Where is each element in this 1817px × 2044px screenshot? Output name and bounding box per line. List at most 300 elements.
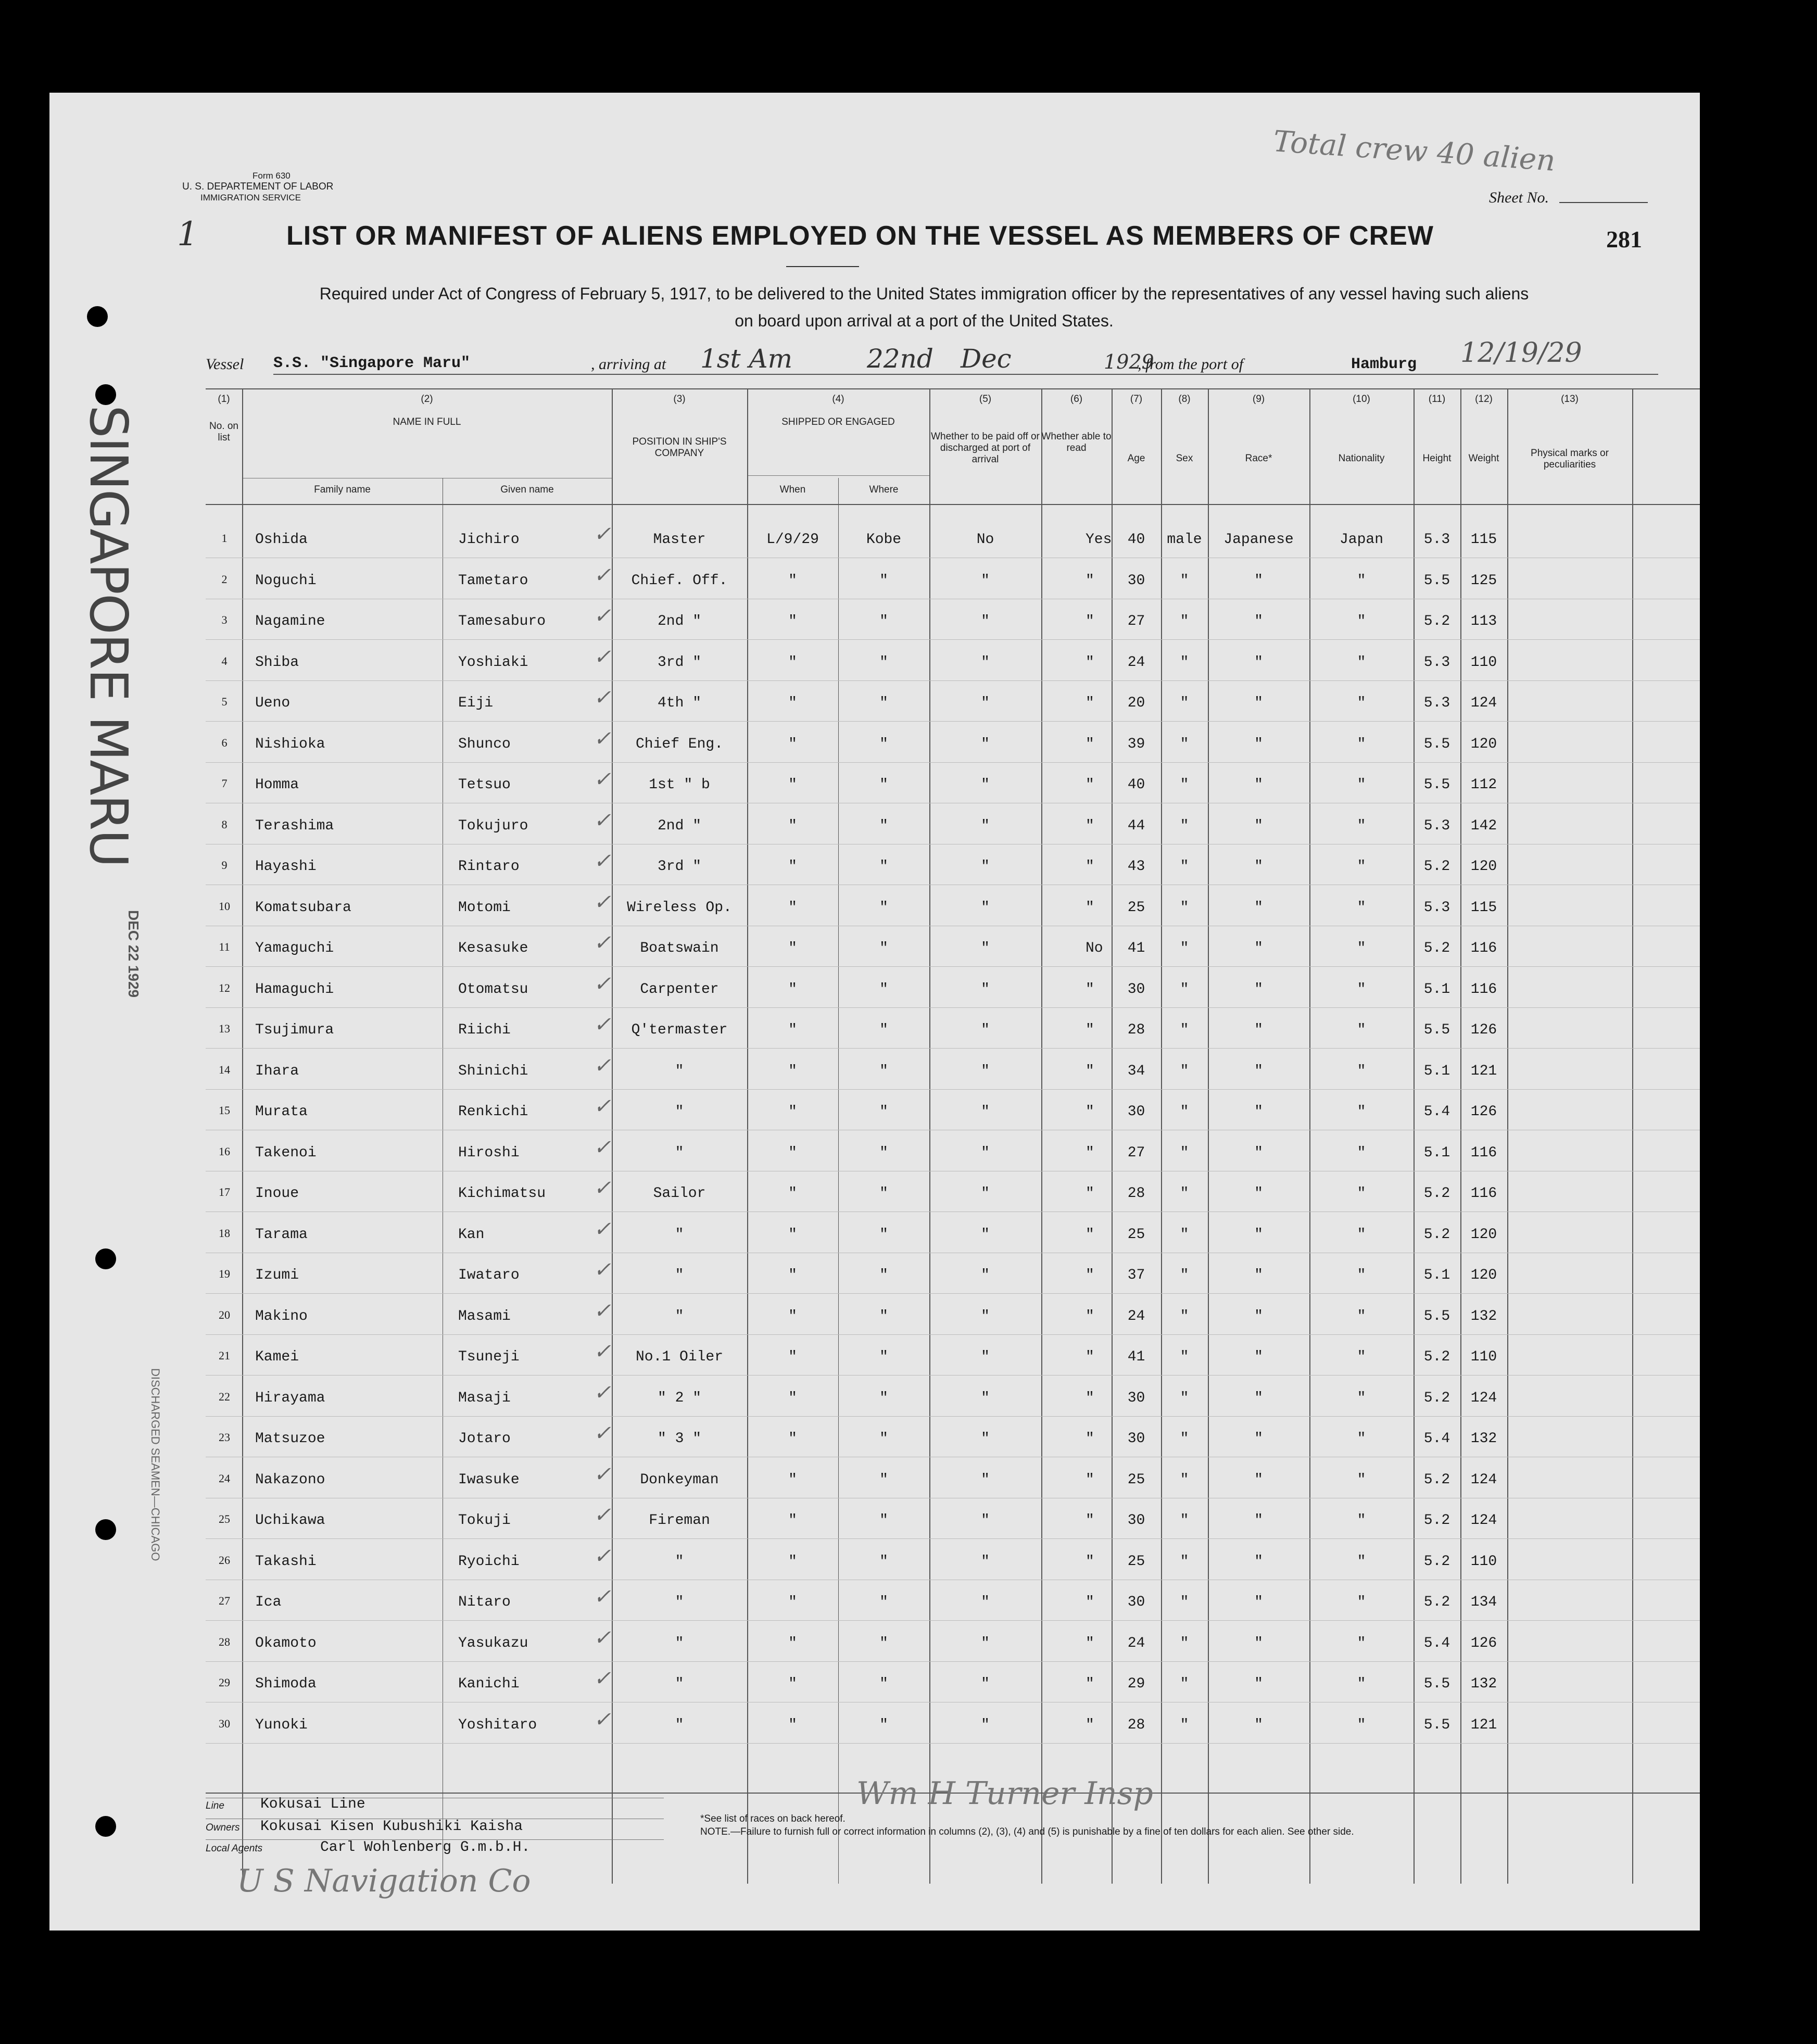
cell-family-name: Nagamine [255,613,325,629]
cell-row-number: 21 [219,1349,230,1362]
cell-position: Boatswain [640,940,719,956]
col-divider [1507,388,1508,1884]
cell-shipped-where: " [879,940,888,956]
col-divider [838,478,839,1884]
cell-age: 20 [1127,695,1145,711]
cell-position: " [675,1104,684,1120]
subtitle [154,280,1695,334]
cell-shipped-when: " [788,1431,797,1447]
row-rule [206,762,1700,763]
sheet-mark: 1 [177,215,198,254]
cell-shipped-where: " [879,1635,888,1651]
cell-age: 30 [1127,1104,1145,1120]
col-divider [1414,388,1415,1884]
cell-weight: 124 [1470,1512,1497,1529]
cell-weight: 110 [1470,1349,1497,1365]
cell-paid-off: " [981,899,990,916]
cell-nationality: " [1357,695,1366,711]
cell-sex: " [1180,981,1189,998]
cell-given-name: Kichimatsu [458,1185,546,1202]
arriving-year: 1929 [1104,350,1154,373]
cell-family-name: Ihara [255,1063,299,1079]
cell-shipped-when: " [788,1471,797,1488]
cell-weight: 120 [1470,1226,1497,1243]
cell-weight: 116 [1470,1185,1497,1202]
cell-position: Master [653,532,706,548]
cell-age: 30 [1127,1431,1145,1447]
subtitle-line-1: Required under Act of Congress of February 5, 1917, to be delivered to the United States immigration officer by the representatives of any vessel having such aliens [319,284,1529,303]
cell-paid-off: " [981,1431,990,1447]
cell-sex: " [1180,572,1189,589]
discharged-stamp: DISCHARGED SEAMEN—CHICAGO [149,1368,162,1561]
cell-paid-off: " [981,981,990,998]
cell-family-name: Makino [255,1308,308,1324]
col-divider [1309,388,1310,1884]
cell-sex: " [1180,899,1189,916]
cell-able-to-read: " [1086,654,1094,671]
cell-nationality: Japan [1339,532,1383,548]
cell-row-number: 12 [219,981,230,994]
cell-able-to-read: " [1086,859,1094,875]
cell-nationality: " [1357,817,1366,834]
cell-weight: 132 [1470,1431,1497,1447]
cell-given-name: Tsuneji [458,1349,520,1365]
cell-shipped-when: " [788,736,797,752]
cell-nationality: " [1357,1431,1366,1447]
cell-age: 27 [1127,613,1145,629]
cell-race: " [1254,777,1263,793]
cell-family-name: Yunoki [255,1717,308,1733]
cell-shipped-when: " [788,899,797,916]
cell-paid-off: " [981,1676,990,1692]
cell-height: 5.4 [1423,1104,1450,1120]
cell-age: 25 [1127,899,1145,916]
cell-race: " [1254,1267,1263,1283]
cell-weight: 120 [1470,736,1497,752]
cell-weight: 126 [1470,1104,1497,1120]
cell-age: 25 [1127,1226,1145,1243]
cell-position: " [675,1717,684,1733]
check-mark-icon: ✓ [594,686,611,709]
col-divider [1112,388,1113,1884]
fine-note: NOTE.—Failure to furnish full or correct information in columns (2), (3), (4) and (5) is punishable by a fine of ten dollars for each alien. See other side. [700,1826,1354,1837]
cell-given-name: Masaji [458,1390,511,1406]
cell-height: 5.5 [1423,1676,1450,1692]
cell-age: 30 [1127,1594,1145,1610]
row-rule [206,721,1700,722]
cell-age: 28 [1127,1022,1145,1038]
cell-shipped-when: " [788,940,797,956]
col-header-physical-marks: (13) Physical marks or peculiarities [1531,394,1609,470]
cell-shipped-when: " [788,1390,797,1406]
cell-row-number: 11 [219,940,230,953]
manifest-page [49,93,1700,1931]
cell-height: 5.3 [1423,532,1450,548]
cell-position: " [675,1144,684,1161]
cell-weight: 134 [1470,1594,1497,1610]
cell-shipped-where: " [879,1512,888,1529]
crew-total-note: Total crew 40 alien [1272,124,1557,178]
cell-height: 5.2 [1423,1594,1450,1610]
date-stamp: DEC 22 1929 [125,910,142,998]
cell-position: " 2 " [657,1390,701,1406]
cell-height: 5.5 [1423,572,1450,589]
cell-given-name: Masami [458,1308,511,1324]
cell-age: 29 [1127,1676,1145,1692]
cell-family-name: Nishioka [255,736,325,752]
cell-given-name: Iwataro [458,1267,520,1283]
cell-position: " [675,1226,684,1243]
col-header-age: (7) Age [1127,394,1145,464]
check-mark-icon: ✓ [594,1013,611,1036]
cell-race: " [1254,981,1263,998]
cell-given-name: Motomi [458,899,511,916]
cell-height: 5.1 [1423,1267,1450,1283]
cell-position: 2nd " [657,817,701,834]
cell-race: " [1254,940,1263,956]
row-rule [206,1620,1700,1621]
cell-age: 40 [1127,532,1145,548]
cell-family-name: Ica [255,1594,282,1610]
cell-paid-off: " [981,940,990,956]
vessel-name: S.S. "Singapore Maru" [273,355,471,372]
check-mark-icon: ✓ [594,1585,611,1608]
line-label: Line [206,1800,224,1811]
cell-race: Japanese [1223,532,1294,548]
col-header-read: (6) Whether able to read [1041,394,1112,453]
cell-race: " [1254,613,1263,629]
row-rule [206,966,1700,967]
cell-sex: " [1180,1185,1189,1202]
cell-race: " [1254,1553,1263,1570]
cell-able-to-read: " [1086,1431,1094,1447]
cell-family-name: Komatsubara [255,899,351,916]
row-rule [206,1538,1700,1539]
col-header-name: (2) NAME IN FULL [393,394,461,427]
cell-sex: male [1167,532,1202,548]
cell-race: " [1254,1022,1263,1038]
cell-age: 28 [1127,1717,1145,1733]
cell-position: " [675,1676,684,1692]
cell-row-number: 23 [219,1431,230,1444]
agents-value: Carl Wohlenberg G.m.b.H. [320,1839,531,1856]
cell-row-number: 20 [219,1308,230,1321]
cell-nationality: " [1357,777,1366,793]
cell-shipped-when: " [788,1144,797,1161]
cell-shipped-when: " [788,1063,797,1079]
cell-shipped-where: " [879,1431,888,1447]
cell-weight: 126 [1470,1635,1497,1651]
cell-nationality: " [1357,1717,1366,1733]
cell-shipped-when: " [788,1553,797,1570]
form-number: Form 630 [253,171,291,181]
check-mark-icon: ✓ [594,890,611,914]
cell-shipped-when: " [788,1022,797,1038]
cell-sex: " [1180,1431,1189,1447]
title-rule [786,266,859,267]
cell-row-number: 18 [219,1226,230,1240]
cell-position: 3rd " [657,859,701,875]
cell-able-to-read: " [1086,1104,1094,1120]
check-mark-icon: ✓ [594,1258,611,1281]
cell-nationality: " [1357,1635,1366,1651]
cell-row-number: 5 [221,695,228,708]
cell-nationality: " [1357,572,1366,589]
cell-nationality: " [1357,613,1366,629]
cell-sex: " [1180,1104,1189,1120]
cell-paid-off: " [981,1349,990,1365]
col-divider [1632,388,1633,1884]
cell-shipped-when: " [788,1104,797,1120]
cell-sex: " [1180,1512,1189,1529]
cell-shipped-where: " [879,1471,888,1488]
check-mark-icon: ✓ [594,1217,611,1241]
cell-race: " [1254,1717,1263,1733]
cell-paid-off: " [981,1471,990,1488]
cell-age: 24 [1127,1308,1145,1324]
check-mark-icon: ✓ [594,931,611,954]
cell-able-to-read: " [1086,1553,1094,1570]
service: IMMIGRATION SERVICE [200,193,301,203]
cell-height: 5.2 [1423,613,1450,629]
cell-position: 4th " [657,695,701,711]
cell-family-name: Uchikawa [255,1512,325,1529]
row-rule [206,1743,1700,1744]
cell-race: " [1254,695,1263,711]
cell-sex: " [1180,1390,1189,1406]
cell-able-to-read: " [1086,1185,1094,1202]
cell-able-to-read: " [1086,899,1094,916]
cell-position: " [675,1553,684,1570]
cell-shipped-when: " [788,1226,797,1243]
cell-shipped-when: " [788,572,797,589]
agent-handwritten-note: U S Navigation Co [237,1863,531,1899]
check-mark-icon: ✓ [594,1422,611,1445]
cell-paid-off: " [981,1717,990,1733]
row-rule [206,1375,1700,1376]
cell-nationality: " [1357,1185,1366,1202]
cell-row-number: 27 [219,1594,230,1607]
cell-able-to-read: " [1086,1349,1094,1365]
ship-name-stamp: SINGAPORE MARU [78,405,139,867]
cell-sex: " [1180,1717,1189,1733]
cell-weight: 132 [1470,1676,1497,1692]
cell-able-to-read: " [1086,1308,1094,1324]
cell-age: 43 [1127,859,1145,875]
cell-row-number: 19 [219,1267,230,1280]
cell-height: 5.5 [1423,1022,1450,1038]
inspector-signature: Wm H Turner Insp [856,1775,1153,1812]
cell-paid-off: " [981,695,990,711]
cell-family-name: Yamaguchi [255,940,334,956]
owners-label: Owners [206,1822,240,1833]
cell-race: " [1254,572,1263,589]
cell-position: Q'termaster [631,1022,728,1038]
cell-race: " [1254,1349,1263,1365]
cell-shipped-when: " [788,695,797,711]
cell-able-to-read: " [1086,1144,1094,1161]
check-mark-icon: ✓ [594,1626,611,1649]
cell-paid-off: " [981,572,990,589]
owners-value: Kokusai Kisen Kubushiki Kaisha [260,1819,523,1835]
sheet-label: Sheet No. [1489,189,1549,206]
cell-given-name: Shinichi [458,1063,528,1079]
cell-position: Donkeyman [640,1471,719,1488]
cell-shipped-where: " [879,613,888,629]
cell-shipped-where: " [879,1022,888,1038]
cell-shipped-where: " [879,1717,888,1733]
cell-shipped-when: " [788,1185,797,1202]
cell-nationality: " [1357,736,1366,752]
col-header-when: When [779,484,806,495]
cell-position: Sailor [653,1185,706,1202]
cell-age: 30 [1127,1390,1145,1406]
cell-shipped-when: " [788,777,797,793]
cell-family-name: Tarama [255,1226,308,1243]
cell-race: " [1254,1594,1263,1610]
cell-position: " 3 " [657,1431,701,1447]
from-port-label: , from the port of [1138,356,1244,373]
cell-age: 30 [1127,981,1145,998]
sheet-number-line [1559,202,1648,203]
cell-family-name: Shiba [255,654,299,671]
cell-height: 5.1 [1423,1063,1450,1079]
row-rule [206,680,1700,681]
cell-given-name: Yoshitaro [458,1717,537,1733]
cell-race: " [1254,1431,1263,1447]
cell-age: 41 [1127,940,1145,956]
check-mark-icon: ✓ [594,1135,611,1159]
cell-shipped-where: " [879,817,888,834]
cell-height: 5.4 [1423,1431,1450,1447]
row-rule [206,1416,1700,1417]
subtitle-line-2: on board upon arrival at a port of the United States. [735,311,1114,330]
cell-weight: 121 [1470,1063,1497,1079]
cell-weight: 126 [1470,1022,1497,1038]
cell-row-number: 14 [219,1063,230,1076]
cell-shipped-when: " [788,1512,797,1529]
cell-nationality: " [1357,1308,1366,1324]
cell-shipped-where: " [879,695,888,711]
cell-row-number: 22 [219,1390,230,1403]
cell-shipped-when: L/9/29 [766,532,819,548]
col-divider [1161,388,1162,1884]
cell-weight: 110 [1470,1553,1497,1570]
cell-nationality: " [1357,899,1366,916]
cell-height: 5.3 [1423,899,1450,916]
cell-nationality: " [1357,1676,1366,1692]
check-mark-icon: ✓ [594,1299,611,1322]
cell-age: 24 [1127,654,1145,671]
col-header-height: (11) Height [1422,394,1452,464]
cell-race: " [1254,736,1263,752]
check-mark-icon: ✓ [594,1054,611,1077]
cell-age: 37 [1127,1267,1145,1283]
cell-row-number: 24 [219,1471,230,1485]
cell-able-to-read: " [1086,1063,1094,1079]
cell-race: " [1254,1144,1263,1161]
cell-age: 27 [1127,1144,1145,1161]
cell-shipped-when: " [788,1267,797,1283]
cell-position: " [675,1267,684,1283]
cell-row-number: 10 [219,899,230,913]
cell-sex: " [1180,1594,1189,1610]
cell-paid-off: " [981,736,990,752]
cell-shipped-where: Kobe [866,532,902,548]
cell-height: 5.2 [1423,1185,1450,1202]
cell-able-to-read: " [1086,1594,1094,1610]
cell-able-to-read: " [1086,1267,1094,1283]
cell-shipped-where: " [879,777,888,793]
col-header-shipped: (4) SHIPPED OR ENGAGED [781,394,895,427]
cell-able-to-read: " [1086,613,1094,629]
cell-family-name: Hayashi [255,859,317,875]
row-rule [206,1334,1700,1335]
cell-sex: " [1180,695,1189,711]
col-divider [1208,388,1209,1884]
cell-able-to-read: " [1086,736,1094,752]
cell-weight: 125 [1470,572,1497,589]
col-header-where: Where [869,484,899,495]
check-mark-icon: ✓ [594,523,611,546]
arriving-place: 1st Am [700,344,792,374]
row-rule [206,1048,1700,1049]
cell-shipped-where: " [879,1267,888,1283]
cell-height: 5.2 [1423,859,1450,875]
arriving-label: , arriving at [591,356,666,373]
cell-shipped-when: " [788,1717,797,1733]
cell-race: " [1254,1226,1263,1243]
binder-hole [87,306,108,327]
cell-age: 24 [1127,1635,1145,1651]
cell-nationality: " [1357,1349,1366,1365]
cell-sex: " [1180,654,1189,671]
cell-paid-off: " [981,1022,990,1038]
cell-nationality: " [1357,1553,1366,1570]
cell-given-name: Tokujuro [458,817,528,834]
cell-able-to-read: " [1086,1635,1094,1651]
cell-shipped-where: " [879,1226,888,1243]
cell-paid-off: " [981,859,990,875]
check-mark-icon: ✓ [594,563,611,587]
cell-weight: 116 [1470,981,1497,998]
cell-height: 5.2 [1423,1390,1450,1406]
cell-row-number: 7 [221,777,228,790]
cell-family-name: Izumi [255,1267,299,1283]
cell-weight: 121 [1470,1717,1497,1733]
cell-shipped-where: " [879,1553,888,1570]
cell-family-name: Ueno [255,695,291,711]
cell-paid-off: " [981,613,990,629]
cell-sex: " [1180,736,1189,752]
cell-age: 41 [1127,1349,1145,1365]
cell-sex: " [1180,817,1189,834]
cell-nationality: " [1357,1022,1366,1038]
check-mark-icon: ✓ [594,1504,611,1526]
cell-shipped-when: " [788,981,797,998]
check-mark-icon: ✓ [594,1095,611,1118]
check-mark-icon: ✓ [594,727,611,750]
cell-nationality: " [1357,1226,1366,1243]
row-rule [206,1007,1700,1008]
cell-shipped-when: " [788,1349,797,1365]
manifest-title: LIST OR MANIFEST OF ALIENS EMPLOYED ON THE VESSEL AS MEMBERS OF CREW [286,221,1434,251]
cell-sex: " [1180,940,1189,956]
cell-family-name: Shimoda [255,1676,317,1692]
cell-paid-off: " [981,1390,990,1406]
cell-nationality: " [1357,981,1366,998]
row-rule [206,1661,1700,1662]
